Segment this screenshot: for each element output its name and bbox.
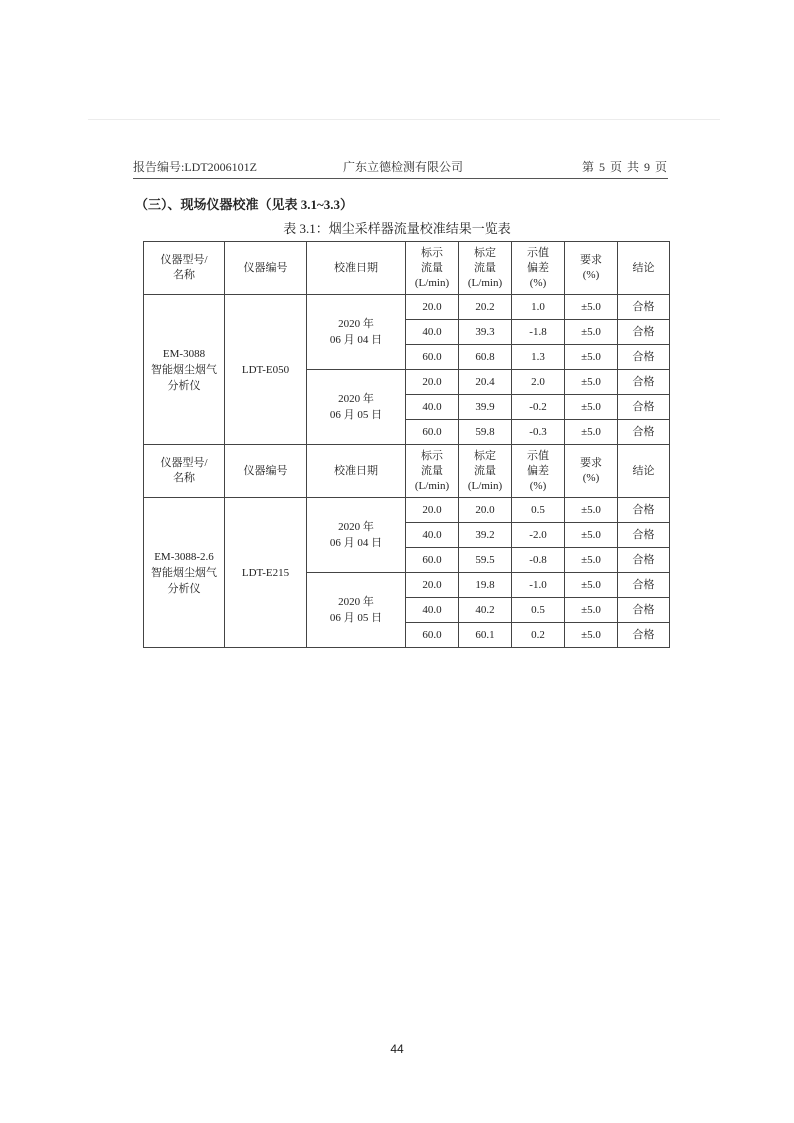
deviation-cell: 2.0 bbox=[512, 370, 565, 395]
header-nominal-flow: 标示 流量 (L/min) bbox=[406, 242, 459, 295]
deviation-cell: 1.3 bbox=[512, 345, 565, 370]
calibrated-flow-cell: 59.8 bbox=[459, 420, 512, 445]
requirement-cell: ±5.0 bbox=[565, 420, 618, 445]
header-model: 仪器型号/ 名称 bbox=[144, 445, 225, 498]
deviation-cell: -0.2 bbox=[512, 395, 565, 420]
conclusion-cell: 合格 bbox=[618, 598, 670, 623]
requirement-cell: ±5.0 bbox=[565, 498, 618, 523]
deviation-cell: 0.2 bbox=[512, 623, 565, 648]
calibrated-flow-cell: 20.4 bbox=[459, 370, 512, 395]
header-model: 仪器型号/ 名称 bbox=[144, 242, 225, 295]
requirement-cell: ±5.0 bbox=[565, 395, 618, 420]
nominal-flow-cell: 40.0 bbox=[406, 598, 459, 623]
header-nominal-flow: 标示 流量 (L/min) bbox=[406, 445, 459, 498]
conclusion-cell: 合格 bbox=[618, 420, 670, 445]
deviation-cell: 1.0 bbox=[512, 295, 565, 320]
calibration-table-body bbox=[144, 242, 670, 648]
calibrated-flow-cell: 39.9 bbox=[459, 395, 512, 420]
nominal-flow-cell: 20.0 bbox=[406, 370, 459, 395]
conclusion-cell: 合格 bbox=[618, 295, 670, 320]
requirement-cell: ±5.0 bbox=[565, 548, 618, 573]
header-calibrated-flow: 标定 流量 (L/min) bbox=[459, 445, 512, 498]
calibrated-flow-cell: 59.5 bbox=[459, 548, 512, 573]
deviation-cell: -0.8 bbox=[512, 548, 565, 573]
calibrated-flow-cell: 40.2 bbox=[459, 598, 512, 623]
header-deviation: 示值 偏差 (%) bbox=[512, 242, 565, 295]
conclusion-cell: 合格 bbox=[618, 345, 670, 370]
header-deviation: 示值 偏差 (%) bbox=[512, 445, 565, 498]
page-number: 44 bbox=[390, 1042, 404, 1056]
conclusion-cell: 合格 bbox=[618, 498, 670, 523]
calibration-date-cell: 2020 年 06 月 05 日 bbox=[307, 370, 406, 445]
nominal-flow-cell: 40.0 bbox=[406, 320, 459, 345]
header-requirement: 要求 (%) bbox=[565, 445, 618, 498]
nominal-flow-cell: 20.0 bbox=[406, 498, 459, 523]
requirement-cell: ±5.0 bbox=[565, 370, 618, 395]
nominal-flow-cell: 20.0 bbox=[406, 295, 459, 320]
header-conclusion: 结论 bbox=[618, 242, 670, 295]
deviation-cell: -2.0 bbox=[512, 523, 565, 548]
deviation-cell: -0.3 bbox=[512, 420, 565, 445]
nominal-flow-cell: 20.0 bbox=[406, 573, 459, 598]
section-title: （三）、现场仪器校准（见表 3.1~3.3） bbox=[135, 197, 354, 212]
header-number: 仪器编号 bbox=[225, 242, 307, 295]
requirement-cell: ±5.0 bbox=[565, 345, 618, 370]
table-caption: 表 3.1：烟尘采样器流量校准结果一览表 bbox=[283, 221, 511, 236]
calibrated-flow-cell: 60.8 bbox=[459, 345, 512, 370]
calibrated-flow-cell: 60.1 bbox=[459, 623, 512, 648]
requirement-cell: ±5.0 bbox=[565, 295, 618, 320]
calibrated-flow-cell: 20.0 bbox=[459, 498, 512, 523]
deviation-cell: 0.5 bbox=[512, 498, 565, 523]
nominal-flow-cell: 60.0 bbox=[406, 420, 459, 445]
table-header-row bbox=[144, 242, 670, 295]
deviation-cell: -1.0 bbox=[512, 573, 565, 598]
calibration-table bbox=[143, 241, 670, 648]
header-requirement: 要求 (%) bbox=[565, 242, 618, 295]
deviation-cell: 0.5 bbox=[512, 598, 565, 623]
header-date: 校准日期 bbox=[307, 242, 406, 295]
page-header bbox=[133, 158, 668, 178]
table-row bbox=[144, 498, 670, 523]
calibration-date-cell: 2020 年 06 月 05 日 bbox=[307, 573, 406, 648]
table-header-row bbox=[144, 445, 670, 498]
deviation-cell: -1.8 bbox=[512, 320, 565, 345]
conclusion-cell: 合格 bbox=[618, 623, 670, 648]
calibrated-flow-cell: 39.2 bbox=[459, 523, 512, 548]
calibration-date-cell: 2020 年 06 月 04 日 bbox=[307, 498, 406, 573]
conclusion-cell: 合格 bbox=[618, 320, 670, 345]
calibrated-flow-cell: 19.8 bbox=[459, 573, 512, 598]
header-calibrated-flow: 标定 流量 (L/min) bbox=[459, 242, 512, 295]
header-number: 仪器编号 bbox=[225, 445, 307, 498]
nominal-flow-cell: 40.0 bbox=[406, 523, 459, 548]
page-info: 第 5 页 共 9 页 bbox=[581, 160, 668, 174]
nominal-flow-cell: 40.0 bbox=[406, 395, 459, 420]
conclusion-cell: 合格 bbox=[618, 548, 670, 573]
requirement-cell: ±5.0 bbox=[565, 320, 618, 345]
header-divider bbox=[133, 178, 668, 179]
calibrated-flow-cell: 39.3 bbox=[459, 320, 512, 345]
instrument-model-cell: EM-3088-2.6 智能烟尘烟气 分析仪 bbox=[144, 498, 225, 648]
conclusion-cell: 合格 bbox=[618, 370, 670, 395]
nominal-flow-cell: 60.0 bbox=[406, 548, 459, 573]
instrument-number-cell: LDT-E050 bbox=[225, 295, 307, 445]
scan-top-rule bbox=[88, 119, 720, 120]
conclusion-cell: 合格 bbox=[618, 523, 670, 548]
company-name: 广东立德检测有限公司 bbox=[343, 160, 464, 174]
requirement-cell: ±5.0 bbox=[565, 523, 618, 548]
header-conclusion: 结论 bbox=[618, 445, 670, 498]
nominal-flow-cell: 60.0 bbox=[406, 345, 459, 370]
table-row bbox=[144, 295, 670, 320]
instrument-number-cell: LDT-E215 bbox=[225, 498, 307, 648]
calibrated-flow-cell: 20.2 bbox=[459, 295, 512, 320]
requirement-cell: ±5.0 bbox=[565, 598, 618, 623]
conclusion-cell: 合格 bbox=[618, 395, 670, 420]
requirement-cell: ±5.0 bbox=[565, 573, 618, 598]
report-number: 报告编号:LDT2006101Z bbox=[133, 160, 257, 174]
calibration-date-cell: 2020 年 06 月 04 日 bbox=[307, 295, 406, 370]
requirement-cell: ±5.0 bbox=[565, 623, 618, 648]
instrument-model-cell: EM-3088 智能烟尘烟气 分析仪 bbox=[144, 295, 225, 445]
nominal-flow-cell: 60.0 bbox=[406, 623, 459, 648]
header-date: 校准日期 bbox=[307, 445, 406, 498]
conclusion-cell: 合格 bbox=[618, 573, 670, 598]
